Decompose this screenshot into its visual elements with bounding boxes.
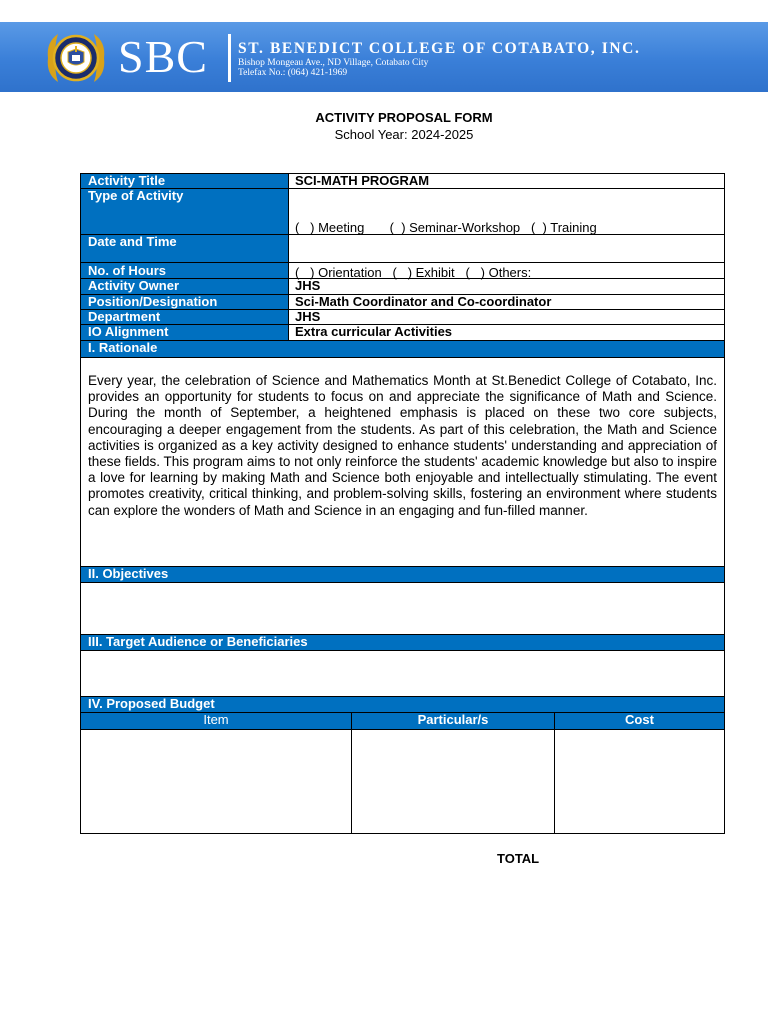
value-department[interactable]: JHS xyxy=(295,309,321,324)
budget-cell-particulars[interactable] xyxy=(352,730,555,833)
row-activity-title xyxy=(80,173,725,189)
budget-col-item: Item xyxy=(81,713,352,729)
audience-box[interactable] xyxy=(80,651,725,697)
label-activity-owner: Activity Owner xyxy=(81,279,289,294)
section-budget-header: IV. Proposed Budget xyxy=(80,697,725,713)
proposal-form xyxy=(80,173,725,834)
college-seal-icon xyxy=(44,28,108,88)
budget-col-particulars: Particular/s xyxy=(352,713,555,729)
row-department xyxy=(80,310,725,325)
type-options-line-1: ( ) Meeting ( ) Seminar-Workshop ( ) Training xyxy=(295,220,597,235)
row-io-alignment xyxy=(80,325,725,341)
header-divider xyxy=(228,34,231,82)
label-department: Department xyxy=(81,310,289,324)
label-type-of-activity: Type of Activity xyxy=(81,189,289,234)
section-rationale-header: I. Rationale xyxy=(80,341,725,358)
college-abbreviation: SBC xyxy=(118,31,208,82)
budget-total-label: TOTAL xyxy=(497,851,540,866)
budget-cell-cost[interactable] xyxy=(555,730,724,833)
label-io-alignment: IO Alignment xyxy=(81,325,289,340)
school-year: School Year: 2024-2025 xyxy=(334,127,474,142)
label-date-and-time: Date and Time xyxy=(81,235,289,262)
label-activity-title: Activity Title xyxy=(81,174,289,188)
college-name: ST. BENEDICT COLLEGE OF COTABATO, INC. xyxy=(238,40,641,57)
budget-cell-item[interactable] xyxy=(81,730,352,833)
value-activity-owner[interactable]: JHS xyxy=(295,278,321,293)
label-position: Position/Designation xyxy=(81,295,289,309)
row-date-and-time xyxy=(80,235,725,263)
rationale-text: Every year, the celebration of Science and Mathematics Month at St.Benedict College of Cotabato, Inc. provides an opportunity for students to focus on and appreciate the significance of Math and Science. During the month of September, a heightened emphasis is placed on these two core subjects, encouraging a deeper engagement from the students. As part of this celebration, the Math and Science activities is organized as a key activity designed to enhance students' understanding and appreciation of these fields. This program aims to not only reinforce the students' academic knowledge but also to inspire a love for learning by making Math and Science both enjoyable and intellectually stimulating. The event promotes creativity, critical thinking, and problem-solving skills, fostering an environment where students can explore the wonders of Math and Science in an engaging and fun-filled manner. xyxy=(88,373,717,518)
objectives-box[interactable] xyxy=(80,583,725,635)
budget-table-header xyxy=(80,713,725,730)
row-activity-owner xyxy=(80,279,725,295)
label-no-of-hours: No. of Hours xyxy=(81,263,289,278)
row-position xyxy=(80,295,725,310)
budget-table-body xyxy=(80,730,725,834)
value-date-and-time[interactable] xyxy=(289,235,724,262)
college-address: Bishop Mongeau Ave., ND Village, Cotabato City xyxy=(238,58,429,68)
value-position[interactable]: Sci-Math Coordinator and Co-coordinator xyxy=(295,294,552,309)
header-banner xyxy=(0,22,768,92)
value-type-of-activity[interactable] xyxy=(289,189,724,280)
budget-col-cost: Cost xyxy=(625,712,654,727)
rationale-box[interactable] xyxy=(80,358,725,567)
type-options-line-2: ( ) Orientation ( ) Exhibit ( ) Others: xyxy=(295,265,532,280)
value-activity-title[interactable]: SCI-MATH PROGRAM xyxy=(295,173,430,188)
section-audience-header: III. Target Audience or Beneficiaries xyxy=(80,635,725,651)
section-objectives-header: II. Objectives xyxy=(80,567,725,583)
value-io-alignment[interactable]: Extra curricular Activities xyxy=(295,324,453,339)
college-telefax: Telefax No.: (064) 421-1969 xyxy=(238,68,348,78)
form-title: ACTIVITY PROPOSAL FORM xyxy=(315,110,493,125)
